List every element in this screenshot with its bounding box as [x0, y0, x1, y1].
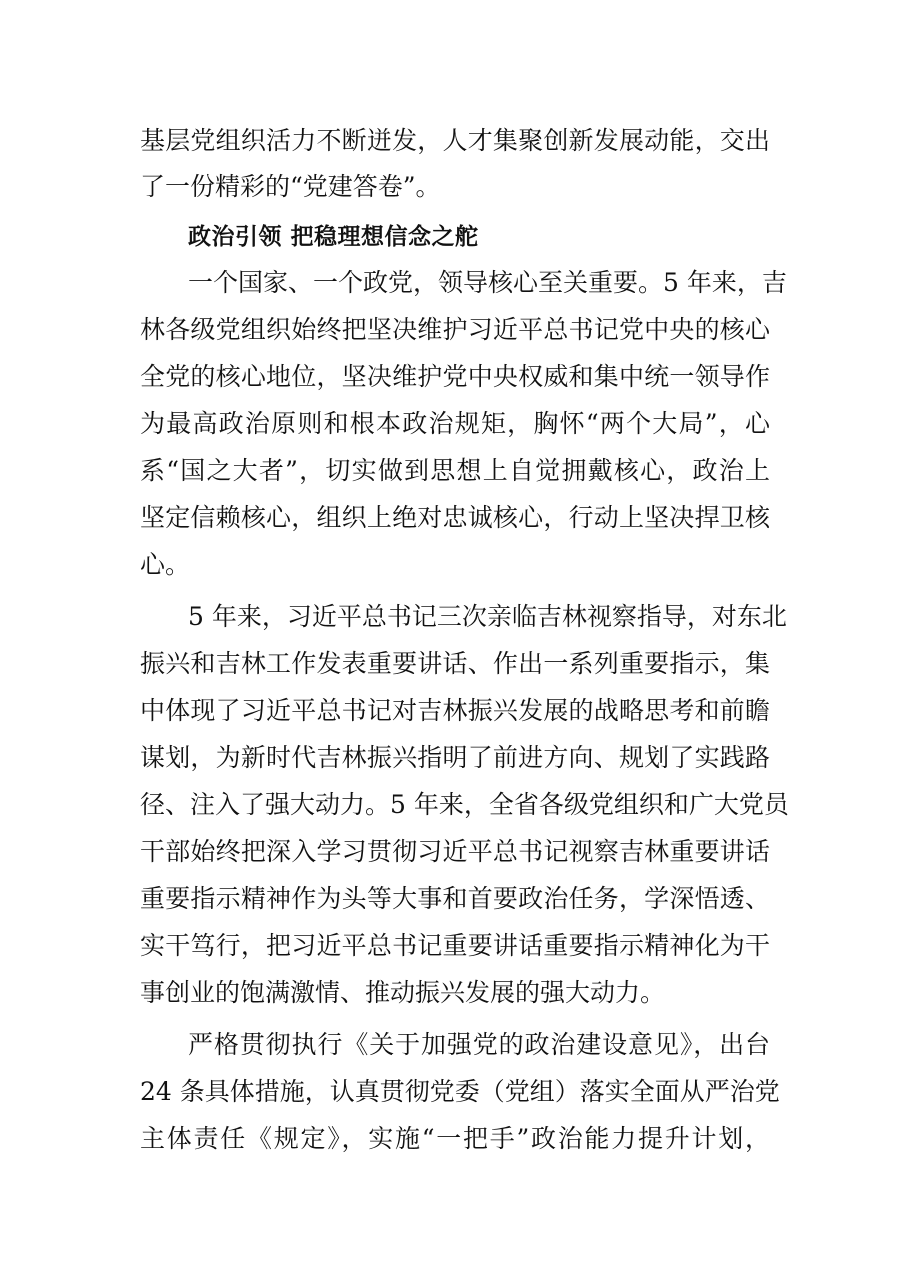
intro-line-2: 了一份精彩的“党建答卷”。: [140, 172, 441, 201]
para2-line-2: 振兴和吉林工作发表重要讲话、作出一系列重要指示，集: [140, 649, 770, 678]
para2-line-4: 谋划，为新时代吉林振兴指明了前进方向、规划了实践路: [140, 743, 770, 772]
para2-line-8: 实干笃行，把习近平总书记重要讲话重要指示精神化为干: [140, 931, 770, 960]
para1-line-6: 坚定信赖核心，组织上绝对忠诚核心，行动上坚决捍卫核: [140, 503, 770, 532]
para2-line-6: 干部始终把深入学习贯彻习近平总书记视察吉林重要讲话: [140, 837, 770, 866]
para2-line-3: 中体现了习近平总书记对吉林振兴发展的战略思考和前瞻: [140, 696, 770, 725]
para2-line-7: 重要指示精神作为头等大事和首要政治任务，学深悟透、: [140, 884, 770, 913]
para3-line-2: 24 条具体措施，认真贯彻党委（党组）落实全面从严治党: [140, 1077, 780, 1106]
para1-line-1: 一个国家、一个政党，领导核心至关重要。5 年来，吉: [188, 268, 787, 297]
para2-line-1: 5 年来，习近平总书记三次亲临吉林视察指导，对东北: [188, 602, 787, 631]
section-heading: 政治引领 把稳理想信念之舵: [188, 224, 479, 250]
para2-line-9: 事创业的饱满激情、推动振兴发展的强大动力。: [140, 978, 666, 1007]
intro-line-1: 基层党组织活力不断迸发，人才集聚创新发展动能，交出: [140, 126, 770, 155]
para1-line-4: 为最高政治原则和根本政治规矩，胸怀“两个大局”，心: [140, 409, 770, 438]
para1-line-2: 林各级党组织始终把坚决维护习近平总书记党中央的核心: [140, 315, 770, 344]
para2-line-5: 径、注入了强大动力。5 年来，全省各级党组织和广大党员: [140, 790, 789, 819]
para1-line-5: 系“国之大者”，切实做到思想上自觉拥戴核心，政治上: [140, 456, 770, 485]
para1-line-7: 心。: [140, 550, 191, 579]
para3-line-1: 严格贯彻执行《关于加强党的政治建设意见》，出台: [188, 1030, 770, 1059]
para3-line-3: 主体责任《规定》，实施“一把手”政治能力提升计划，: [140, 1124, 770, 1153]
para1-line-3: 全党的核心地位，坚决维护党中央权威和集中统一领导作: [140, 362, 770, 391]
